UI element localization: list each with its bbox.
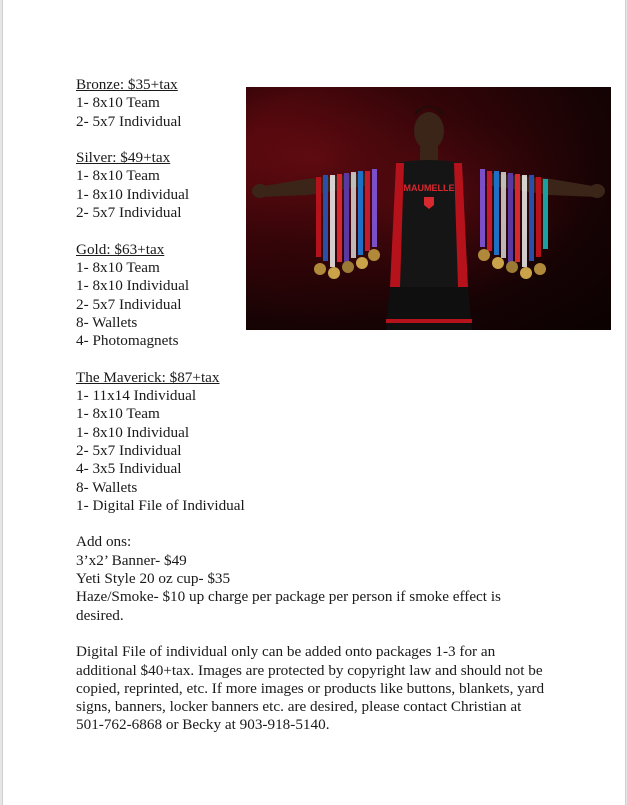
addon-item: Yeti Style 20 oz cup- $35 xyxy=(76,570,231,588)
package-item: 2- 5x7 Individual xyxy=(76,204,182,222)
athlete-photo xyxy=(246,87,611,330)
package-item: 1- 8x10 Team xyxy=(76,94,160,112)
package-item: 1- Digital File of Individual xyxy=(76,496,245,514)
addon-item: 3’x2’ Banner- $49 xyxy=(76,551,187,569)
package-item: 8- Wallets xyxy=(76,478,138,496)
document-page xyxy=(2,0,626,805)
package-item: 2- 5x7 Individual xyxy=(76,441,182,459)
package-item: 1- 8x10 Individual xyxy=(76,185,190,203)
package-title: Bronze: $35+tax xyxy=(76,76,178,93)
package-title: The Maverick: $87+tax xyxy=(76,368,220,386)
athlete-photo-graphic xyxy=(246,87,611,330)
package-maverick xyxy=(76,369,546,515)
footer-paragraph: Digital File of individual only can be added onto packages 1-3 for an additional $40+tax. Images are protected by copyright law and should not be copied, reprinted, etc. If more images or products like buttons, blankets, yard signs, banners, locker banners etc. are desired, please contact Christian at 501-762-6868 or Becky at 903-918-5140. xyxy=(76,643,545,734)
package-item: 2- 5x7 Individual xyxy=(76,112,182,130)
package-item: 1- 8x10 Individual xyxy=(76,423,190,441)
package-item: 2- 5x7 Individual xyxy=(76,295,182,313)
package-item: 1- 11x14 Individual xyxy=(76,387,197,405)
package-title: Silver: $49+tax xyxy=(76,149,171,167)
addons-section xyxy=(76,533,546,624)
package-item: 4- 3x5 Individual xyxy=(76,460,182,478)
addon-item: Haze/Smoke- $10 up charge per package per person if smoke effect is desired. xyxy=(76,588,501,624)
package-item: 1- 8x10 Individual xyxy=(76,277,190,295)
package-item: 1- 8x10 Team xyxy=(76,405,160,423)
jersey-lettering: MAUMELLE xyxy=(403,183,455,193)
package-item: 8- Wallets xyxy=(76,313,138,331)
package-title: Gold: $63+tax xyxy=(76,240,165,258)
package-item: 1- 8x10 Team xyxy=(76,167,160,185)
package-item: 4- Photomagnets xyxy=(76,332,179,350)
addons-heading: Add ons: xyxy=(76,533,132,551)
package-item: 1- 8x10 Team xyxy=(76,258,160,276)
